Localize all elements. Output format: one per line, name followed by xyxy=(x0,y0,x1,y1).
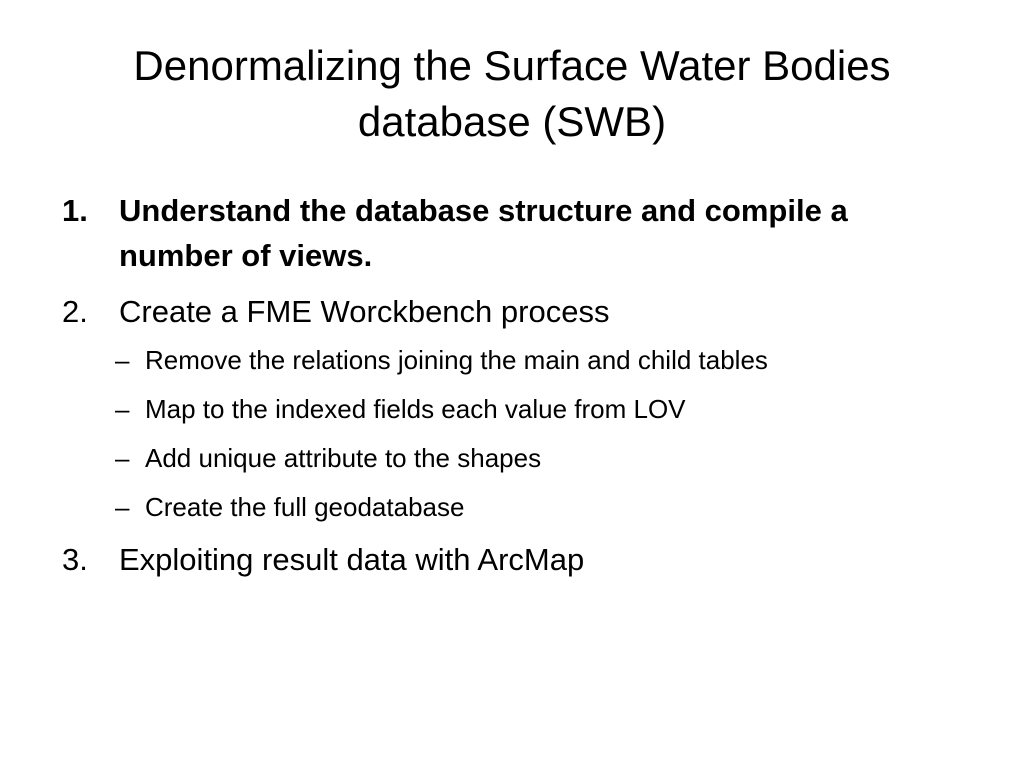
dash-bullet-icon: – xyxy=(115,492,130,522)
dash-bullet-icon: – xyxy=(115,443,130,473)
sub-list-item xyxy=(62,390,962,428)
list-item-2-number: 2. xyxy=(62,294,88,329)
slide-title xyxy=(60,38,964,150)
sub-list-item-text: Remove the relations joining the main and child tables xyxy=(145,345,768,375)
slide-title-line-1: Denormalizing the Surface Water Bodies xyxy=(133,42,891,89)
sub-list-item xyxy=(62,341,962,379)
slide-title-line-2: database (SWB) xyxy=(357,98,667,145)
dash-bullet-icon: – xyxy=(115,394,130,424)
sub-list-item xyxy=(62,488,962,526)
list-item-2-text: Create a FME Worckbench process xyxy=(119,294,610,329)
list-item-1-text-line-1: Understand the database structure and compile a xyxy=(119,193,848,228)
sub-list-item xyxy=(62,439,962,477)
list-item-3-number: 3. xyxy=(62,542,88,577)
dash-bullet-icon: – xyxy=(115,345,130,375)
slide-content xyxy=(62,188,962,593)
list-item-1-text-line-2: number of views. xyxy=(119,238,373,273)
sub-list-item-text: Add unique attribute to the shapes xyxy=(145,443,542,473)
list-item-1-number: 1. xyxy=(62,193,88,228)
list-item-2-sublist xyxy=(62,341,962,526)
sub-list-item-text: Create the full geodatabase xyxy=(145,492,465,522)
sub-list-item-text: Map to the indexed fields each value from LOV xyxy=(145,394,686,424)
list-item-1 xyxy=(62,188,962,278)
list-item-3 xyxy=(62,537,962,582)
list-item-3-text: Exploiting result data with ArcMap xyxy=(119,542,585,577)
list-item-2 xyxy=(62,289,962,334)
